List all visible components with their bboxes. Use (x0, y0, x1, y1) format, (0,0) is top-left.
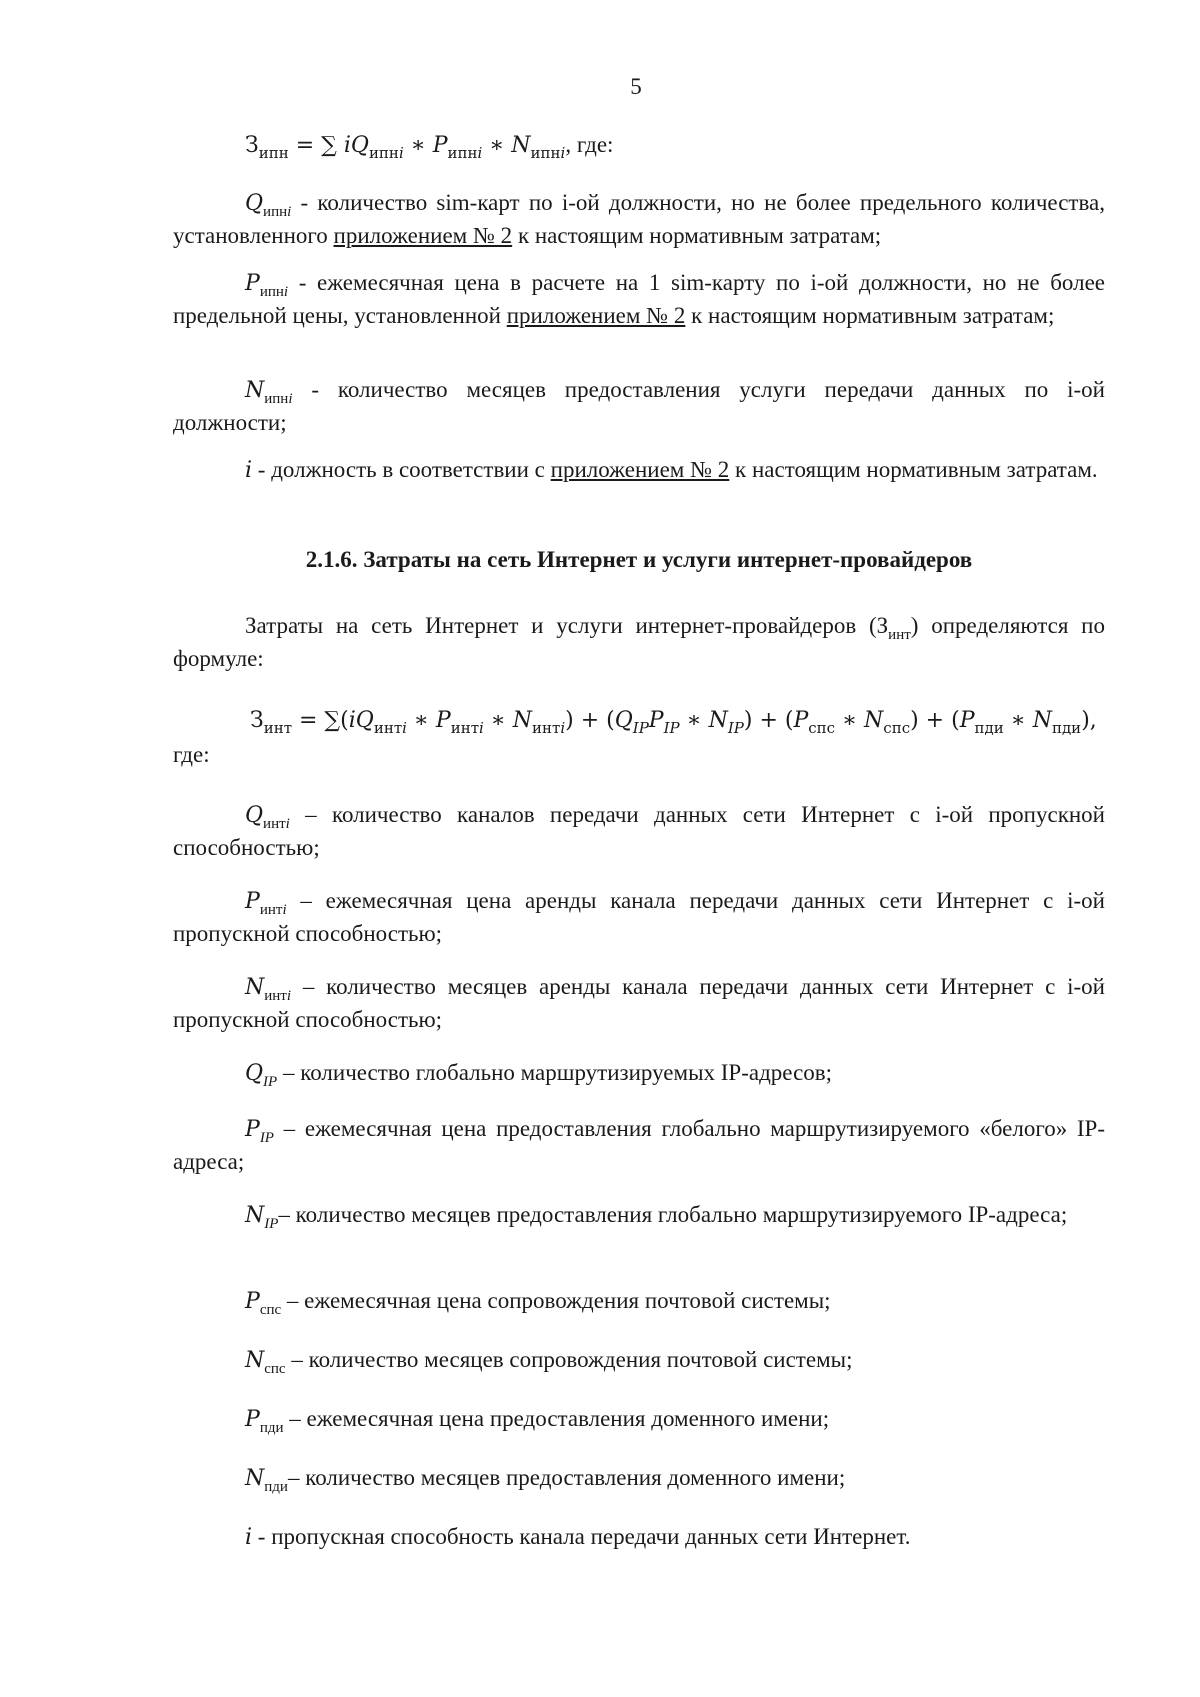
def-sub: спс (259, 1302, 282, 1318)
f2-npdi-sub: пди (1051, 719, 1082, 737)
f2-n-sub: инт (532, 719, 561, 737)
f2-z-sub: инт (263, 719, 293, 737)
f2-nspc-sub: спс (883, 719, 911, 737)
f2-p-sub-i: i (479, 719, 484, 737)
definition-p-ipn (173, 268, 1105, 331)
def-text: - ежемесячная цена в расчете на 1 sim-карту по i-ой должности, но не более предельной цены, установленной (173, 270, 1105, 328)
def-text: – ежемесячная цена предоставления доменного имени; (283, 1406, 830, 1431)
def-sub: спс (264, 1361, 286, 1377)
f2-n: N (512, 708, 533, 733)
definition-n-pdi (173, 1463, 1105, 1496)
intro-text-after: ) определяются по формуле: (173, 613, 1105, 671)
f2-n-sub-i: i (560, 719, 566, 737)
def-var: N (245, 1203, 265, 1228)
def-var: P (245, 1289, 260, 1314)
formula-n-sub: ипн (530, 144, 561, 162)
f2-m2: ∗ (483, 708, 513, 733)
formula-lhs-sub: ипн (258, 144, 289, 162)
f2-m3: ∗ (679, 708, 709, 733)
definition-i-bandwidth (173, 1522, 1105, 1553)
definition-p-int (173, 886, 1105, 949)
def-text: - количество месяцев предоставления услуги передачи данных по i-ой должности; (173, 377, 1105, 435)
def-sub-i: i (285, 816, 290, 832)
def-text: – ежемесячная цена аренды канала передачи данных сети Интернет с i-ой пропускной способностью; (173, 888, 1105, 946)
formula-lhs (245, 133, 289, 162)
definition-n-ip (173, 1200, 1105, 1233)
definition-q-int (173, 800, 1105, 863)
formula-n: N (511, 133, 531, 158)
f2-c2: ) + ( (743, 708, 794, 733)
f2-m4: ∗ (835, 708, 865, 733)
appendix-link[interactable]: приложением № 2 (506, 303, 686, 328)
def-var: i (245, 458, 253, 483)
def-var: P (245, 1407, 260, 1432)
def-var: N (245, 1348, 265, 1373)
f2-nip-sub: IP (727, 719, 744, 737)
formula-q: Q (350, 133, 369, 158)
f2-c4: ), (1081, 708, 1097, 733)
f2-pip: P (648, 708, 664, 733)
def-sub-i: i (288, 391, 293, 407)
formula-where: где: (173, 742, 210, 767)
f2-qip: Q (614, 708, 633, 733)
f2-qip-sub: IP (632, 719, 649, 737)
def-text: – количество месяцев сопровождения почтовой системы; (285, 1347, 853, 1372)
def-var: Q (245, 191, 264, 216)
def-var: Q (245, 1061, 264, 1086)
def-text: – количество каналов передачи данных сети Интернет с i-ой пропускной способностью; (173, 802, 1105, 860)
formula-p-sub-i: i (477, 144, 483, 162)
def-text: - количество sim-карт по i-ой должности, но не более предельного количества, установленного (173, 190, 1105, 248)
definition-p-pdi (173, 1404, 1105, 1437)
def-text: – количество месяцев предоставления глобально маршрутизируемого IP-адреса; (278, 1202, 1068, 1227)
formula-p: P (432, 133, 448, 158)
def-sub: пди (259, 1420, 284, 1436)
formula-lhs-symbol: З (245, 133, 259, 158)
formula-q-sub: ипн (368, 144, 399, 162)
def-sub-i: i (282, 902, 287, 918)
def-text-after: к настоящим нормативным затратам; (512, 223, 882, 248)
f2-p: P (435, 708, 451, 733)
def-sub-i: i (283, 284, 289, 300)
def-text: – количество месяцев аренды канала передачи данных сети Интернет с i-ой пропускной способностью; (173, 974, 1105, 1032)
f2-q: Q (355, 708, 374, 733)
formula-op2: ∗ (482, 133, 512, 158)
f2-z: З (250, 708, 264, 733)
f2-i: i (348, 708, 356, 733)
def-text: – количество месяцев предоставления доменного имени; (287, 1465, 846, 1490)
formula-internet (250, 706, 1097, 737)
f2-q-sub: инт (373, 719, 403, 737)
def-sub: ипн (264, 391, 289, 407)
formula-ipn (245, 130, 613, 162)
intro-paragraph (173, 611, 1105, 674)
f2-q-sub-i: i (402, 719, 407, 737)
def-sub: инт (263, 816, 286, 832)
def-text: – ежемесячная цена сопровождения почтовой системы; (281, 1288, 831, 1313)
def-var: P (245, 1117, 260, 1142)
def-text: – количество глобально маршрутизируемых IP-адресов; (277, 1060, 833, 1085)
def-text: - должность в соответствии с (252, 457, 551, 482)
formula-op1: ∗ (403, 133, 433, 158)
def-sub: пди (264, 1479, 288, 1495)
def-var: Q (245, 803, 264, 828)
f2-pip-sub: IP (663, 719, 680, 737)
intro-text: Затраты на сеть Интернет и услуги интернет-провайдеров (З (245, 613, 889, 638)
formula-eq: = ∑ (288, 133, 344, 158)
page-number: 5 (630, 74, 642, 99)
f2-ppdi: P (959, 708, 975, 733)
def-sub-i: IP (263, 1074, 278, 1090)
f2-c3: ) + ( (910, 708, 960, 733)
def-sub: инт (259, 902, 283, 918)
def-var: i (245, 1525, 253, 1550)
appendix-link[interactable]: приложением № 2 (333, 223, 513, 248)
def-sub-i: i (287, 204, 292, 220)
formula-q-sub-i: i (398, 144, 404, 162)
def-var: N (245, 975, 265, 1000)
def-sub-i: IP (259, 1130, 274, 1146)
f2-m1: ∗ (406, 708, 436, 733)
definition-n-ipn (173, 375, 1105, 438)
formula-p-sub: ипн (447, 144, 478, 162)
def-var: P (245, 889, 260, 914)
appendix-link[interactable]: приложением № 2 (550, 457, 730, 482)
definition-n-spc (173, 1345, 1105, 1378)
def-text-after: к настоящим нормативным затратам. (729, 457, 1098, 482)
def-var: N (245, 1466, 265, 1491)
intro-sub: инт (888, 627, 911, 643)
def-sub: ипн (263, 204, 288, 220)
definition-q-ipn (173, 188, 1105, 251)
f2-pspc: P (793, 708, 809, 733)
f2-m5: ∗ (1003, 708, 1033, 733)
f2-ppdi-sub: пди (974, 719, 1004, 737)
def-text: - пропускная способность канала передачи данных сети Интернет. (252, 1524, 911, 1549)
definition-q-ip (173, 1058, 1105, 1091)
def-sub-i: IP (264, 1216, 279, 1232)
f2-pspc-sub: спс (808, 719, 836, 737)
f2-npdi: N (1032, 708, 1052, 733)
def-sub: инт (264, 988, 287, 1004)
definition-i-position (173, 455, 1105, 486)
def-sub: ипн (259, 284, 284, 300)
section-heading: 2.1.6. Затраты на сеть Интернет и услуги интернет-провайдеров (305, 547, 973, 572)
f2-nspc: N (864, 708, 884, 733)
def-var: P (245, 271, 260, 296)
f2-nip: N (708, 708, 728, 733)
definition-p-spc (173, 1286, 1105, 1319)
f2-p-sub: инт (450, 719, 479, 737)
f2-c1: ) + ( (565, 708, 615, 733)
definition-n-int (173, 972, 1105, 1035)
definition-p-ip (173, 1114, 1105, 1177)
def-text-after: к настоящим нормативным затратам; (685, 303, 1055, 328)
formula-tail: , где: (565, 132, 614, 157)
def-var: N (245, 378, 265, 403)
f2-eq: = ∑( (292, 708, 349, 733)
formula-n-sub-i: i (560, 144, 566, 162)
formula-i: i (343, 133, 351, 158)
def-text: – ежемесячная цена предоставления глобально маршрутизируемого «белого» IP-адреса; (173, 1116, 1105, 1174)
def-sub-i: i (286, 988, 292, 1004)
